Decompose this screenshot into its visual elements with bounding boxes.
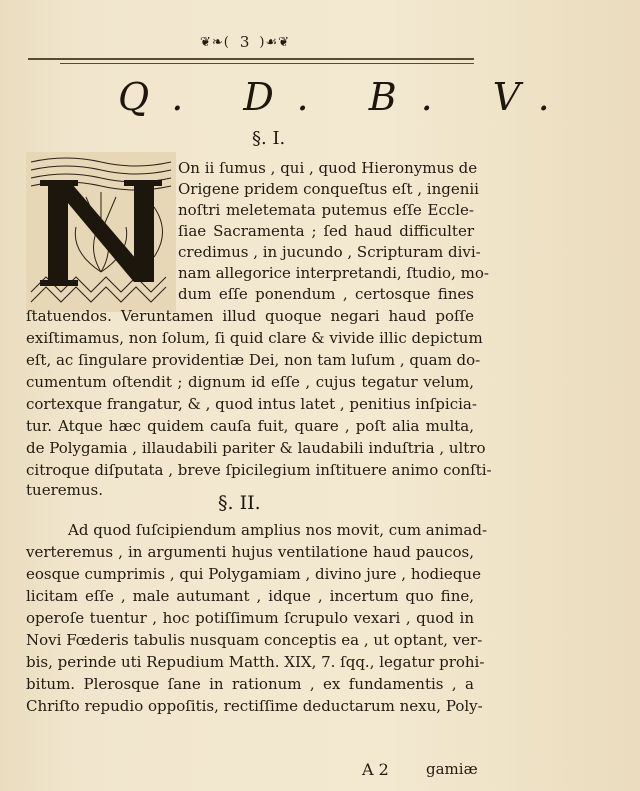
text-line: de Polygamia , illaudabili pariter & laudabili induſtria , ultro (26, 439, 486, 457)
text-line: Origene pridem conqueſtus eſt , ingenii (178, 180, 479, 198)
text-line: citroque diſputata , breve ſpicilegium inſtituere animo conſti- (26, 461, 492, 479)
text-line: operoſe tuentur , hoc potiſſimum ſcrupulo vexari , quod in (26, 609, 474, 627)
text-line: exiſtimamus, non ſolum, ſi quid clare & vivide illic depictum (26, 329, 483, 347)
catchword: gamiæ (426, 760, 478, 778)
text-line: cumentum oſtendit ; dignum id eſſe , cujus tegatur velum, (26, 373, 474, 391)
section-mark-2: §. II. (218, 492, 261, 514)
text-line: ſiae Sacramenta ; ſed haud difficulter (178, 222, 474, 240)
text-line: eosque cumprimis , qui Polygamiam , divino jure , hodieque (26, 565, 481, 583)
section-mark-1: §. I. (252, 128, 286, 149)
page-number: 3 (239, 33, 250, 51)
text-line: bis, perinde uti Repudium Matth. XIX, 7. ſqq., legatur prohi- (26, 653, 485, 671)
page-heading: Q. D. B. V. (118, 75, 574, 119)
text-line: bitum. Plerosque ſane in rationum , ex fundamentis , a (26, 675, 474, 693)
text-line: tur. Atque hæc quidem cauſa fuit, quare , poſt alia multa, (26, 417, 474, 435)
text-line: Novi Fœderis tabulis nusquam conceptis ea , ut optant, ver- (26, 631, 483, 649)
text-line: eſt, ac ſingulare providentiæ Dei, non tam luſum , quam do- (26, 351, 481, 369)
text-line: Ad quod ſuſcipiendum amplius nos movit, cum animad- (68, 521, 488, 539)
decorated-initial-n-icon (26, 152, 176, 312)
header-rule (28, 58, 474, 60)
header-rule-thin (60, 63, 474, 64)
text-line: licitam eſſe , male autumant , idque , incertum quo fine, (26, 587, 474, 605)
text-line: tueremus. (26, 481, 103, 499)
text-line: dum eſſe ponendum , certosque fines (178, 285, 474, 303)
text-line: verteremus , in argumenti hujus ventilatione haud paucos, (26, 543, 474, 561)
text-line: noſtri meletemata putemus eſſe Eccle- (178, 201, 474, 219)
text-line: cortexque frangatur, & , quod intus latet , penitius inſpicia- (26, 395, 477, 413)
right-flourish-icon: )☙❦ (259, 34, 291, 50)
text-line: nam allegorice interpretandi, ſtudio, mo- (178, 264, 489, 282)
text-line: On ii ſumus , qui , quod Hieronymus de (178, 159, 478, 177)
signature-mark: A 2 (362, 760, 389, 779)
text-line: Chriſto repudio oppoſitis, rectiſſime deductarum nexu, Poly- (26, 697, 483, 715)
header-ornament (175, 30, 315, 54)
left-flourish-icon: ❦❧( (199, 34, 230, 50)
text-line: credimus , in jucundo , Scripturam divi- (178, 243, 481, 261)
text-line: ſtatuendos. Veruntamen illud quoque negari haud poſſe (26, 307, 474, 325)
